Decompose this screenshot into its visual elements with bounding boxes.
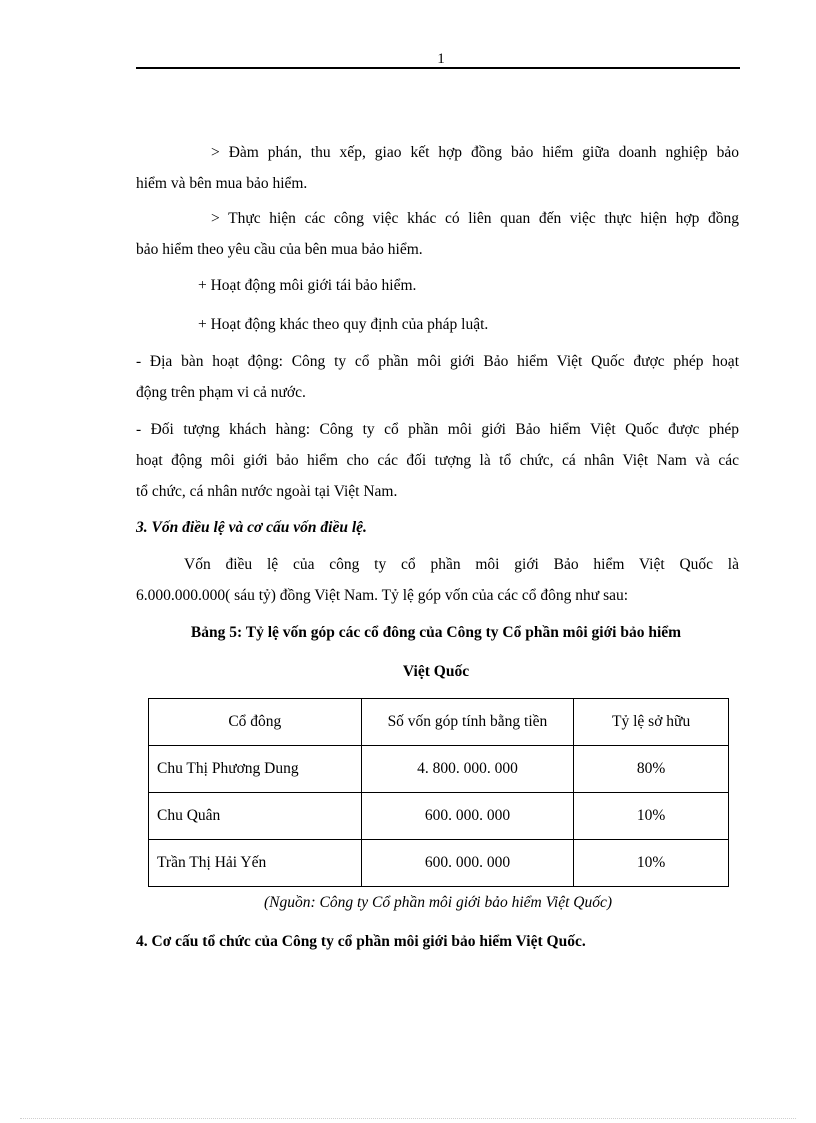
shareholder-name: Chu Quân: [149, 793, 362, 840]
table-header-row: [149, 699, 729, 746]
paragraph-line: > Thực hiện các công việc khác có liên quan đến việc thực hiện hợp đồng: [211, 210, 739, 227]
paragraph-other-work: [136, 203, 739, 265]
page-bottom-divider: [20, 1118, 796, 1119]
table-row: [149, 840, 729, 887]
table-caption: Bảng 5: Tỷ lệ vốn góp các cổ đông của Công ty Cổ phần môi giới bảo hiểm: [190, 624, 682, 641]
paragraph-line: bảo hiểm theo yêu cầu của bên mua bảo hiểm.: [136, 241, 423, 258]
paragraph-line: > Đàm phán, thu xếp, giao kết hợp đồng bảo hiểm giữa doanh nghiệp bảo: [211, 144, 739, 161]
paragraph-line: - Địa bàn hoạt động: Công ty cổ phần môi giới Bảo hiểm Việt Quốc được phép hoạt: [136, 353, 739, 370]
ownership-percent: 10%: [574, 793, 729, 840]
header-rule: [136, 67, 740, 69]
table-row: [149, 793, 729, 840]
contribution-amount: 600. 000. 000: [361, 793, 574, 840]
ownership-percent: 80%: [574, 746, 729, 793]
paragraph-operating-area: [136, 346, 739, 408]
shareholder-table: [148, 698, 729, 887]
column-header: Cổ đông: [149, 699, 362, 746]
paragraph-line: hiểm và bên mua bảo hiểm.: [136, 175, 308, 192]
table-row: [149, 746, 729, 793]
paragraph-line: tổ chức, cá nhân nước ngoài tại Việt Nam.: [136, 483, 398, 500]
paragraph-line: 6.000.000.000( sáu tỷ) đồng Việt Nam. Tỷ lệ góp vốn của các cổ đông như sau:: [136, 587, 629, 604]
paragraph-customers: [136, 414, 739, 507]
table-caption-continued: Việt Quốc: [402, 663, 470, 680]
contribution-amount: 4. 800. 000. 000: [361, 746, 574, 793]
ownership-percent: 10%: [574, 840, 729, 887]
paragraph-line: - Đối tượng khách hàng: Công ty cổ phần môi giới Bảo hiểm Việt Quốc được phép: [136, 421, 739, 438]
paragraph-other-activities: [136, 309, 739, 340]
contribution-amount: 600. 000. 000: [361, 840, 574, 887]
paragraph-line: hoạt động môi giới bảo hiểm cho các đối tượng là tổ chức, cá nhân Việt Nam và các: [136, 452, 739, 469]
shareholder-name: Trần Thị Hải Yến: [149, 840, 362, 887]
table-source-note: (Nguồn: Công ty Cổ phần môi giới bảo hiểm Việt Quốc): [263, 894, 613, 911]
paragraph-negotiation: [136, 137, 739, 199]
column-header: Số vốn góp tính bằng tiền: [361, 699, 574, 746]
paragraph-line: + Hoạt động khác theo quy định của pháp luật.: [198, 316, 489, 333]
paragraph-line: động trên phạm vi cả nước.: [136, 384, 306, 401]
page-number: 1: [437, 51, 445, 67]
section-3-heading: 3. Vốn điều lệ và cơ cấu vốn điều lệ.: [136, 519, 367, 536]
section-4-heading: 4. Cơ cấu tổ chức của Công ty cổ phần môi giới bảo hiểm Việt Quốc.: [136, 933, 586, 950]
paragraph-charter-capital: [136, 549, 739, 611]
column-header: Tỷ lệ sở hữu: [574, 699, 729, 746]
paragraph-reinsurance: [136, 270, 739, 301]
shareholder-name: Chu Thị Phương Dung: [149, 746, 362, 793]
paragraph-line: Vốn điều lệ của công ty cổ phần môi giới Bảo hiểm Việt Quốc là: [184, 556, 739, 573]
paragraph-line: + Hoạt động môi giới tái bảo hiểm.: [198, 277, 417, 294]
